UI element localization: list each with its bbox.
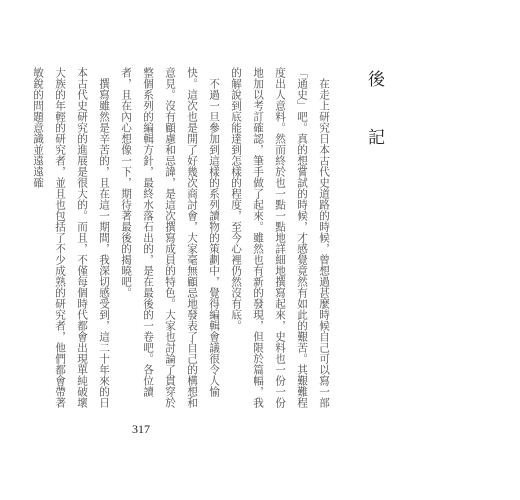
paragraph-3: 撰寫雖然是辛苦的，且在這一期間，我深切感受到，這二十年來的日本古代史研究的進展是很大的。而且，不僅每個時代都會出現單純破壞大族的年輕的研究者，並且也包括了不少成熟的研究者，他們都會帶著敏銳的問題意識並遠遠確 bbox=[32, 67, 110, 408]
body-text bbox=[27, 67, 335, 411]
paragraph-1: 在走上研究日本古代史道路的時候，曾想過甚麼時候自己可以寫一部「通史」吧。真的想嘗試的時候，才感覺竟然有如此的艱苦。其艱難程度出人意料。然而終於也一點一點地詳細地撰寫起來，史料也一份一份地加以考訂確認，筆手做了起來。雖然也有新的發現，但限於篇幅，我的解說到底能達到怎樣的程度，至今心裡仍然沒有底。 bbox=[230, 67, 330, 408]
page-title: 後 記 bbox=[364, 70, 384, 157]
page-number: 317 bbox=[132, 422, 150, 436]
paragraph-2: 不過一旦參加到這樣的系列讀物的策劃中，覺得編輯會議很令人愉快。這次也是開了好幾次商討會，大家毫無顧忌地發表了自己的構想和意見。沒有顧慮和忌諱，是這次撰寫成員的特色。大家也討論了貫穿於整個系列的編輯方針，最終水落石出的，是在最後的一卷吧。各位讀者，且在內心想像一下，期待著最後的揭曉吧。 bbox=[120, 67, 220, 408]
